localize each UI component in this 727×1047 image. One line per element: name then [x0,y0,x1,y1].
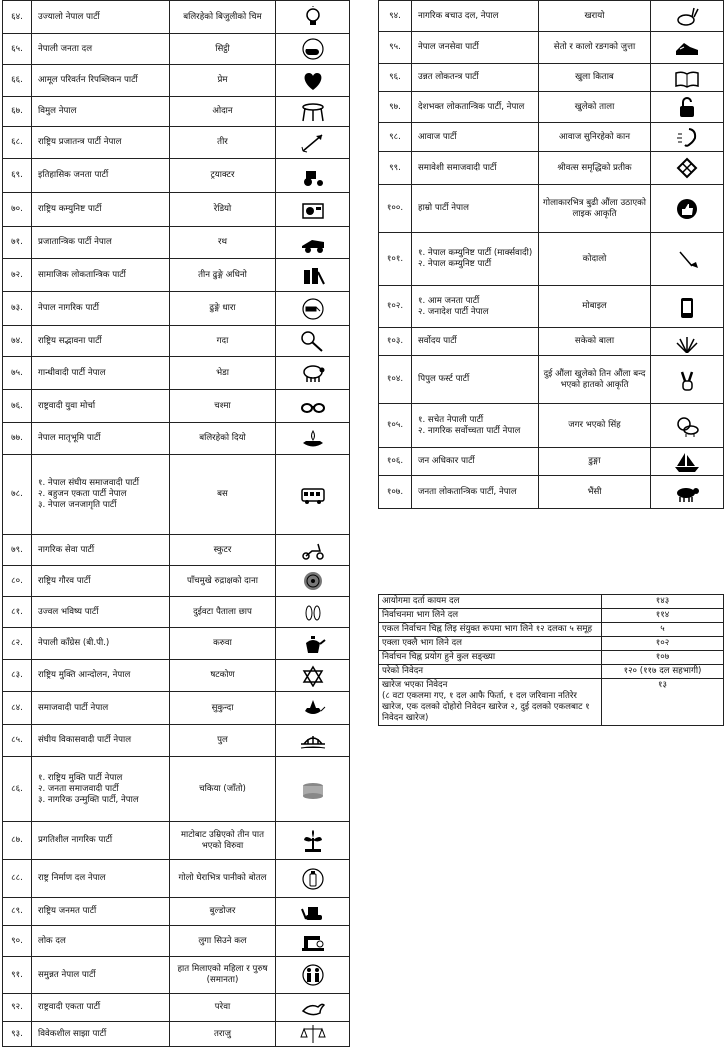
summary-row [379,609,724,623]
symbol-image-cell [276,455,350,535]
summary-label: एकल निर्वाचन चिह्न लिइ संयुक्त रूपमा भाग लिने १२ दलका ५ समूह [379,623,602,637]
row-number: ७०. [3,193,32,227]
party-name: समुन्नत नेपाल पार्टी [32,957,170,994]
padlock-icon [672,95,702,119]
symbol-image-cell [651,92,724,123]
symbol-name: परेवा [170,994,276,1022]
party-name: राष्ट्रवादी युवा मोर्चा [32,390,170,423]
summary-value: १४३ [602,595,724,609]
party-row [379,476,724,509]
row-number: ६८. [3,127,32,159]
radio-icon [298,198,328,222]
row-number: ७२. [3,259,32,292]
grain-icon [672,330,702,354]
symbol-name: डुङ्गा [539,448,651,476]
party-name: जनता लोकतान्त्रिक पार्टी, नेपाल [412,476,539,509]
symbol-name: सकेको बाला [539,328,651,356]
summary-row [379,623,724,637]
tractor-icon [298,164,328,188]
scale-icon [298,1022,328,1046]
symbol-name: बुल्डोजर [170,898,276,926]
hoe-icon [672,247,702,271]
party-name: नेपाल मातृभूमि पार्टी [32,423,170,455]
party-row [3,423,350,455]
party-name: देशभक्त लोकतान्त्रिक पार्टी, नेपाल [412,92,539,123]
symbol-image-cell [276,957,350,994]
party-name: नेपाली काँग्रेस (बी.पी.) [32,628,170,660]
party-name: सामाजिक लोकतान्त्रिक पार्टी [32,259,170,292]
symbol-name: करुवा [170,628,276,660]
star-icon [298,664,328,688]
shoe-icon [672,36,702,60]
row-number: १०४. [379,356,412,404]
handshake-icon [298,963,328,987]
symbol-name: खुलेको ताला [539,92,651,123]
summary-label: खारेज भएका निवेदन (८ वटा एकलमा गए, १ दल आफै फिर्ता, १ दल जरिवाना नतिरेर खारेज, एक दलको दोहोरो निवेदन खारेज २, दुई दलको एकलबाट १ निवेदन खारेज) [379,679,602,726]
symbol-name: भैंसी [539,476,651,509]
symbol-name: सिट्ठी [170,34,276,65]
symbol-image-cell [276,159,350,193]
row-number: ८२. [3,628,32,660]
symbol-name: खुला किताब [539,64,651,92]
row-number: ७३. [3,292,32,326]
symbol-name: सुकुन्दा [170,692,276,725]
party-row [3,566,350,597]
mill-icon [298,777,328,801]
symbol-name: श्रीवत्स समृद्धिको प्रतीक [539,152,651,185]
symbol-image-cell [276,390,350,423]
symbol-image-cell [276,628,350,660]
symbol-image-cell [651,404,724,448]
symbol-name: मोबाइल [539,286,651,328]
row-number: ८९. [3,898,32,926]
row-number: १०२. [379,286,412,328]
glasses-icon [298,394,328,418]
summary-value: १०७ [602,651,724,665]
knot-icon [672,156,702,180]
row-number: ९०. [3,926,32,957]
row-number: ९४. [379,1,412,32]
heart-icon [298,69,328,93]
symbol-name: गोलाकारभित्र बुढी औंला उठाएको लाइक आकृति [539,185,651,233]
row-number: ९९. [379,152,412,185]
party-name: विमुल नेपाल [32,97,170,127]
party-name: नेपाल जनसेवा पार्टी [412,32,539,64]
symbol-image-cell [276,898,350,926]
symbol-name: आवाज सुनिरहेको कान [539,123,651,152]
symbol-name: ढुङ्गे धारा [170,292,276,326]
party-row [379,233,724,286]
row-number: ९५. [379,32,412,64]
symbol-name: चश्मा [170,390,276,423]
party-row [3,65,350,97]
symbol-image-cell [651,123,724,152]
party-name: राष्ट्रिय सद्भावना पार्टी [32,326,170,357]
party-name: गान्धीवादी पार्टी नेपाल [32,357,170,390]
party-name: नेपाल नागरिक पार्टी [32,292,170,326]
bottle-icon [298,867,328,891]
party-name: १. नेपाल कम्युनिष्ट पार्टी (मार्क्सवादी) २. नेपाल कम्युनिष्ट पार्टी [412,233,539,286]
party-row [3,1022,350,1047]
summary-value: ११४ [602,609,724,623]
symbol-name: बलिरहेको दियो [170,423,276,455]
row-number: ७६. [3,390,32,423]
party-name: इतिहासिक जनता पार्टी [32,159,170,193]
symbol-name: तीर [170,127,276,159]
party-row [3,898,350,926]
party-name: उज्वल भविष्य पार्टी [32,597,170,628]
party-row [3,822,350,860]
summary-label: निर्वाचनमा भाग लिने दल [379,609,602,623]
party-row [3,390,350,423]
symbol-image-cell [651,1,724,32]
symbol-name: हात मिलाएको महिला र पुरुष (समानता) [170,957,276,994]
party-name: नागरिक सेवा पार्टी [32,535,170,566]
symbol-image-cell [276,227,350,259]
symbol-image-cell [276,926,350,957]
party-row [3,926,350,957]
chariot-icon [298,231,328,255]
summary-row [379,595,724,609]
party-row [3,692,350,725]
right-party-table [378,0,724,509]
symbol-image-cell [276,725,350,757]
symbol-name: गदा [170,326,276,357]
party-row [3,860,350,898]
row-number: ९१. [3,957,32,994]
party-row [3,97,350,127]
party-name: राष्ट्रिय जनमत पार्टी [32,898,170,926]
symbol-name: बलिरहेको बिजुलीको चिम [170,1,276,34]
symbol-image-cell [276,757,350,822]
symbol-image-cell [651,152,724,185]
symbol-image-cell [276,597,350,628]
book-icon [672,66,702,90]
symbol-name: लुगा सिउने कल [170,926,276,957]
party-name: विवेकशील साझा पार्टी [32,1022,170,1047]
party-name: १. नेपाल संघीय समाजवादी पार्टी २. बहुजन एकता पार्टी नेपाल ३. नेपाल जनजागृति पार्टी [32,455,170,535]
scooter-icon [298,538,328,562]
symbol-name: ट्रयाक्टर [170,159,276,193]
dove-icon [298,996,328,1020]
symbol-image-cell [276,660,350,692]
symbol-image-cell [276,1022,350,1047]
row-number: १००. [379,185,412,233]
summary-row [379,651,724,665]
symbol-name: बस [170,455,276,535]
symbol-image-cell [651,356,724,404]
row-number: १०५. [379,404,412,448]
boat-icon [672,450,702,474]
symbol-name: खरायो [539,1,651,32]
symbol-image-cell [276,423,350,455]
left-party-table [2,0,350,1047]
symbol-image-cell [276,535,350,566]
party-row [3,994,350,1022]
party-row [3,326,350,357]
party-row [379,448,724,476]
sewing-icon [298,929,328,953]
party-row [3,292,350,326]
symbol-name: भेडा [170,357,276,390]
symbol-name: कोदालो [539,233,651,286]
party-row [379,185,724,233]
symbol-image-cell [276,292,350,326]
summary-table [378,594,724,726]
party-row [3,957,350,994]
party-row [379,404,724,448]
sheep-icon [298,361,328,385]
row-number: ८३. [3,660,32,692]
summary-value: १२० (११७ दल सहभागी) [602,665,724,679]
summary-label: परेको निवेदन [379,665,602,679]
row-number: ९६. [379,64,412,92]
symbol-name: गोलो घेराभित्र पानीको बोतल [170,860,276,898]
symbol-image-cell [651,286,724,328]
party-name: लोक दल [32,926,170,957]
party-name: राष्ट्र निर्माण दल नेपाल [32,860,170,898]
footprint-icon [298,600,328,624]
stand-icon [298,100,328,124]
row-number: ६५. [3,34,32,65]
symbol-image-cell [276,65,350,97]
like-icon [672,197,702,221]
symbol-name: पाँचमुखे रुद्राक्षको दाना [170,566,276,597]
symbol-image-cell [651,448,724,476]
row-number: ८७. [3,822,32,860]
party-name: प्रजातान्त्रिक पार्टी नेपाल [32,227,170,259]
symbol-name: स्कुटर [170,535,276,566]
symbol-name: माटोबाट उम्रिएको तीन पात भएको विरुवा [170,822,276,860]
party-name: १. राष्ट्रिय मुक्ति पार्टी नेपाल २. जनता समाजवादी पार्टी ३. नागरिक उन्मुक्ति पार्टी, नेपाल [32,757,170,822]
symbol-image-cell [276,1,350,34]
party-name: उन्नत लोकतन्त्र पार्टी [412,64,539,92]
symbol-image-cell [276,357,350,390]
party-name: राष्ट्रिय मुक्ति आन्दोलन, नेपाल [32,660,170,692]
party-name: राष्ट्रवादी एकता पार्टी [32,994,170,1022]
kettle-icon [298,632,328,656]
row-number: ९३. [3,1022,32,1047]
row-number: ७८. [3,455,32,535]
symbol-image-cell [276,34,350,65]
party-name: राष्ट्रिय प्रजातन्त्र पार्टी नेपाल [32,127,170,159]
summary-row [379,637,724,651]
row-number: ७७. [3,423,32,455]
summary-label: आयोगमा दर्ता कायम दल [379,595,602,609]
party-row [379,92,724,123]
party-row [3,725,350,757]
symbol-name: रथ [170,227,276,259]
row-number: ६४. [3,1,32,34]
row-number: ९८. [379,123,412,152]
row-number: ७१. [3,227,32,259]
party-row [3,34,350,65]
party-row [3,259,350,292]
party-name: आवाज पार्टी [412,123,539,152]
row-number: १०७. [379,476,412,509]
symbol-image-cell [276,566,350,597]
party-row [3,455,350,535]
party-row [379,328,724,356]
row-number: १०६. [379,448,412,476]
party-row [3,159,350,193]
row-number: ८६. [3,757,32,822]
symbol-name: तराजु [170,1022,276,1047]
symbol-image-cell [276,193,350,227]
row-number: ६६. [3,65,32,97]
row-number: ७९. [3,535,32,566]
party-row [3,227,350,259]
row-number: ८४. [3,692,32,725]
summary-label: निर्वाचन चिह्न प्रयोग हुने कुल सङ्ख्या [379,651,602,665]
row-number: ७४. [3,326,32,357]
whistle-icon [298,37,328,61]
party-name: आमूल परिवर्तन रिपब्लिकन पार्टी [32,65,170,97]
party-name: समाजवादी पार्टी नेपाल [32,692,170,725]
party-row [3,757,350,822]
symbol-image-cell [276,259,350,292]
party-name: राष्ट्रिय कम्युनिष्ट पार्टी [32,193,170,227]
party-name: पिपुल फर्स्ट पार्टी [412,356,539,404]
summary-label: एक्ला एक्लै भाग लिने दल [379,637,602,651]
summary-value: १०२ [602,637,724,651]
symbol-image-cell [651,233,724,286]
party-row [379,123,724,152]
tap-icon [298,297,328,321]
bulldozer-icon [298,900,328,924]
row-number: १०१. [379,233,412,286]
row-number: १०३. [379,328,412,356]
row-number: ७५. [3,357,32,390]
sukunda-icon [298,696,328,720]
lamp-icon [298,427,328,451]
party-row [379,32,724,64]
symbol-image-cell [276,127,350,159]
party-row [379,286,724,328]
party-row [3,628,350,660]
mace-icon [298,329,328,353]
mobile-icon [672,295,702,319]
party-name: जन अधिकार पार्टी [412,448,539,476]
row-number: ९७. [379,92,412,123]
party-name: उज्यालो नेपाल पार्टी [32,1,170,34]
symbol-name: चकिया (जाँतो) [170,757,276,822]
party-row [3,1,350,34]
symbol-image-cell [651,328,724,356]
party-name: नेपाली जनता दल [32,34,170,65]
buffalo-icon [672,480,702,504]
party-name: १. आम जनता पार्टी २. जनादेश पार्टी नेपाल [412,286,539,328]
party-name: सर्वोदय पार्टी [412,328,539,356]
summary-value: १३ [602,679,724,726]
party-row [379,64,724,92]
plant-icon [298,829,328,853]
symbol-name: प्रेम [170,65,276,97]
bus-icon [298,483,328,507]
arrow-icon [298,131,328,155]
party-row [3,127,350,159]
symbol-name: रेडियो [170,193,276,227]
party-row [3,535,350,566]
symbol-image-cell [276,326,350,357]
summary-row [379,665,724,679]
symbol-name: सेतो र कालो रङगको जुत्ता [539,32,651,64]
symbol-name: जगर भएको सिंह [539,404,651,448]
symbol-image-cell [276,692,350,725]
symbol-image-cell [276,994,350,1022]
rudraksha-icon [298,569,328,593]
lion-icon [672,414,702,438]
symbol-name: दुईवटा पैताला छाप [170,597,276,628]
party-name: राष्ट्रिय गौरव पार्टी [32,566,170,597]
bridge-icon [298,729,328,753]
party-name: १. सचेत नेपाली पार्टी २. नागरिक सर्वोच्चता पार्टी नेपाल [412,404,539,448]
party-name: नागरिक बचाउ दल, नेपाल [412,1,539,32]
symbol-image-cell [651,185,724,233]
symbol-name: षटकोण [170,660,276,692]
symbol-image-cell [276,860,350,898]
row-number: ८८. [3,860,32,898]
symbol-name: ओदान [170,97,276,127]
ear-icon [672,125,702,149]
row-number: ८०. [3,566,32,597]
summary-row [379,679,724,726]
symbol-name: तीन ढुङ्गे अधिनो [170,259,276,292]
symbol-name: दुई औंला खुलेको तिन औंला बन्द भएको हातको आकृति [539,356,651,404]
symbol-image-cell [651,32,724,64]
party-row [3,660,350,692]
bulb-icon [298,5,328,29]
party-row [379,356,724,404]
party-row [3,193,350,227]
symbol-image-cell [651,64,724,92]
row-number: ८५. [3,725,32,757]
party-row [3,597,350,628]
party-row [3,357,350,390]
party-row [379,1,724,32]
stones-icon [298,263,328,287]
rabbit-icon [672,4,702,28]
row-number: ८१. [3,597,32,628]
row-number: ६९. [3,159,32,193]
party-name: संघीय विकासवादी पार्टी नेपाल [32,725,170,757]
party-row [379,152,724,185]
row-number: ९२. [3,994,32,1022]
party-name: प्रगतिशील नागरिक पार्टी [32,822,170,860]
party-name: समावेशी समाजवादी पार्टी [412,152,539,185]
symbol-image-cell [276,97,350,127]
symbol-image-cell [276,822,350,860]
symbol-image-cell [651,476,724,509]
row-number: ६७. [3,97,32,127]
symbol-name: पुल [170,725,276,757]
victory-icon [672,368,702,392]
summary-value: ५ [602,623,724,637]
party-name: हाम्रो पार्टी नेपाल [412,185,539,233]
